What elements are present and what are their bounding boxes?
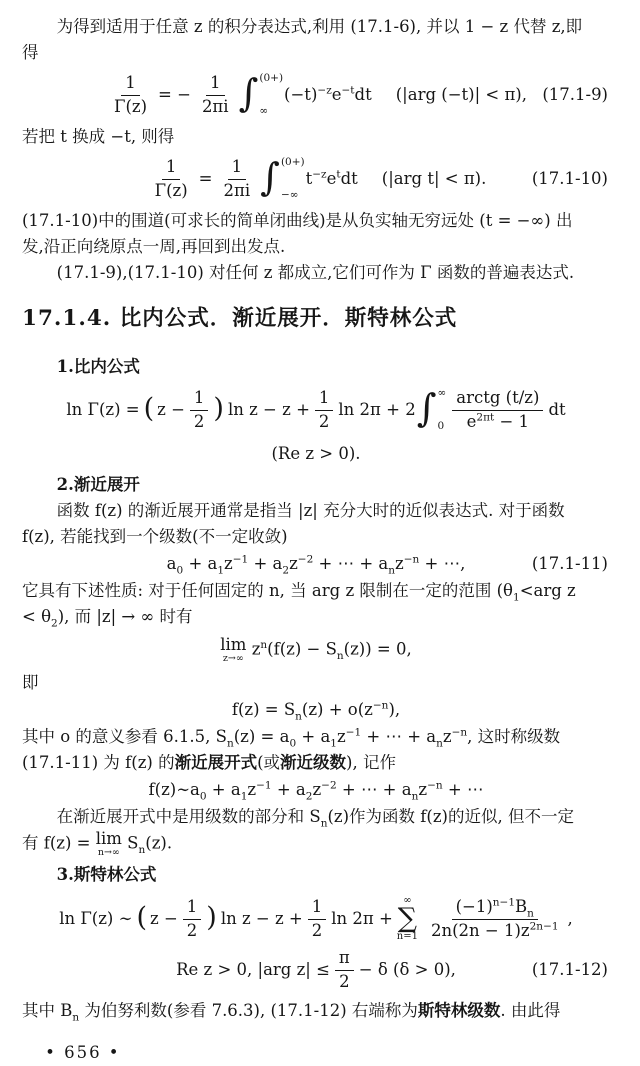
fraction-numerator: 1 [183,898,202,920]
body-text-line: (17.1-9),(17.1-10) 对任何 z 都成立,它们可作为 Γ 函数的普遍表达式. [56,263,575,282]
fraction-numerator: arctg (t/z) [452,389,543,411]
fraction-numerator: 1 [206,74,225,96]
body-text-line: 函数 f(z) 的渐近展开通常是指当 |z| 充分大时的近似表达式. 对于函数 [56,501,565,520]
equation-little-o [22,696,610,724]
body-text-line: 发,沿正向绕原点一周,再回到出发点. [22,237,286,256]
integral-sign-icon: ∫ [238,70,259,115]
equation-limit [22,630,610,670]
fraction-denominator: 2 [311,920,323,940]
integral-upper-limit: ∞ [437,387,447,399]
fraction-one-over-gamma [110,74,151,117]
fraction-numerator: $(-1)^{n-1}B_n$ [452,898,538,920]
integral-sign-icon: ∫ [416,385,437,430]
equation-condition: Re z > 0, |arg z| ≤ [176,960,330,980]
body-text-line: 其中 $B_n$ 为伯努利数(参看 7.6.3), (17.1-12) 右端称为斯特林级数. 由此得 [22,1001,561,1024]
body-text-line: 即 [22,673,39,692]
fraction-denominator: 2πi [223,180,251,200]
body-text-line: 在渐近展开式中是用级数的部分和 $S_n(z)$作为函数 f(z)的近似, 但不一定 [56,807,574,830]
equation-number: (17.1-12) [531,960,608,980]
fraction-one-half [190,389,209,432]
section-heading: 17.1.4. 比内公式．渐近展开．斯特林公式 [22,306,458,331]
equation-17-1-9 [22,68,610,122]
equation-17-1-11 [22,550,610,578]
intro-line-1: 为得到适用于任意 z 的积分表达式,利用 (17.1-6), 并以 1 − z 代替 z,即 [56,17,583,36]
page-number: • 656 • [45,1043,121,1063]
formula-term: ln z − z + [220,909,303,929]
equation-number: (17.1-11) [531,554,608,573]
fraction-denominator: 2πi [201,96,229,116]
fraction-numerator: 1 [162,158,181,180]
equals-operator: = [198,169,213,188]
fraction-numerator: 1 [315,389,334,411]
sum-upper-limit: ∞ [403,895,412,907]
equation-stirling [22,890,610,948]
equation-condition: (Re z > 0). [271,444,361,463]
equation-number: (17.1-10) [531,169,608,188]
fraction-numerator: π [335,949,354,971]
fraction-one-half [315,389,334,432]
integral-lower-limit: −∞ [280,188,299,201]
sum-sign-icon: ∑ [397,903,418,935]
fraction-numerator: 1 [228,158,247,180]
body-text-line: 若把 t 换成 −t, 则得 [22,127,175,146]
body-text-line: 有 f(z) = lim n→∞ $S_n(z)$. [22,829,173,859]
formula-lead: ln Γ(z) ∼ [59,909,133,929]
formula-term: ln z − z + [227,400,310,419]
fraction-numerator: 1 [308,898,327,920]
integrand: $t^{-z}e^tdt$ [305,168,358,188]
equation-condition: (|arg t| < π). [381,169,487,188]
integrand: $(-t)^{-z}e^{-t}dt$ [284,84,372,104]
fraction-denominator: $e^{2\pi t} - 1$ [466,411,530,431]
equation-binet [22,382,610,438]
fraction-denominator: 2 [186,920,198,940]
close-paren: ) [206,902,217,934]
formula-term: z − [157,400,185,419]
equation-17-1-10 [22,152,610,206]
body-text-line: 它具有下述性质: 对于任何固定的 n, 当 arg z 限制在一定的范围 ($\theta_1<arg$ z [22,581,576,604]
equation-number: (17.1-9) [542,85,608,104]
formula-term: ln 2π + [331,909,393,929]
fraction-denominator: 2 [193,411,205,431]
equation-17-1-12-condition [22,948,610,992]
body-text-line: 其中 o 的意义参看 6.1.5, $S_n(z) = a_0 + a_1z^{-1}$ + ⋯ + $a_nz^{-n}$, 这时称级数 [22,726,561,750]
definite-integral [416,385,447,432]
fraction-arctg [452,389,543,432]
summation [397,896,418,942]
asymptotic-expression: $f(z)\sim a_0 + a_1z^{-1} + a_2z^{-2}$ + ⋯ + $a_nz^{-n}$ + ⋯ [148,779,484,803]
formula-term: z − [150,909,178,929]
fraction-numerator: 1 [190,389,209,411]
equals-minus-operator: = − [158,85,191,104]
integral-upper-limit: (0+) [280,156,305,168]
body-text-line: f(z), 若能找到一个级数(不一定收敛) [22,527,288,546]
sum-lower-limit: n=1 [396,931,418,943]
little-o-expression: $f(z) = S_n(z) + o(z^{-n})$, [231,699,401,723]
equation-condition: (|arg (−t)| < π), [395,85,527,104]
formula-term: ln 2π + 2 [338,400,416,419]
subsection-stirling: 3.斯特林公式 [56,865,157,885]
fraction-one-over-2pii [198,74,233,117]
integral-lower-limit: ∞ [259,104,269,117]
equation-condition: − δ (δ > 0), [358,960,456,980]
body-text-line: (17.1-10)中的围道(可求长的简单闭曲线)是从负实轴无穷远处 (t = −∞) 出 [22,211,573,230]
fraction-denominator: 2 [318,411,330,431]
integral-limits [281,158,305,200]
fraction-pi-over-2 [335,949,354,992]
subsection-binet: 1.比内公式 [56,357,140,376]
differential: dt [548,400,566,419]
integral-limits [438,389,447,431]
equation-asymptotic-series [22,776,610,804]
integral-upper-limit: (0+) [259,72,284,84]
formula-lead: ln Γ(z) = [66,400,140,419]
integral-limits [259,74,283,116]
subsection-asymptotic: 2.渐近展开 [56,475,140,494]
integral-sign-icon: ∫ [260,154,280,199]
fraction-denominator: Γ(z) [154,180,188,200]
fraction-denominator: $2n(2n - 1)z^{2n-1}$ [430,920,559,940]
fraction-denominator: 2 [339,971,350,991]
contour-integral [238,70,284,117]
contour-integral [260,154,305,201]
fraction-one-half [183,898,202,941]
fraction-numerator: 1 [121,74,140,96]
fraction-denominator: Γ(z) [114,96,148,116]
fraction-one-over-gamma [151,158,192,201]
fraction-one-half [308,898,327,941]
open-paren: ( [143,393,155,425]
open-paren: ( [136,902,147,934]
intro-line-2: 得 [22,43,39,62]
body-text-line: < $\theta_2$), 而 |z| → ∞ 时有 [22,607,193,630]
integral-lower-limit: 0 [437,419,445,432]
limit-expression: lim z→∞ $z^n(f(z) - S_n(z)) = 0$, [220,634,412,665]
formula-tail: , [567,909,573,929]
series-expression: $a_0 + a_1z^{-1} + a_2z^{-2}$ + ⋯ + $a_nz^{-n}$ + ⋯, [166,553,466,577]
fraction-one-over-2pii [220,158,255,201]
fraction-bernoulli-term [427,898,563,941]
body-text-line: (17.1-11) 为 f(z) 的渐近展开式(或渐近级数), 记作 [22,753,396,772]
close-paren: ) [213,393,224,425]
binet-condition-row [22,440,610,468]
